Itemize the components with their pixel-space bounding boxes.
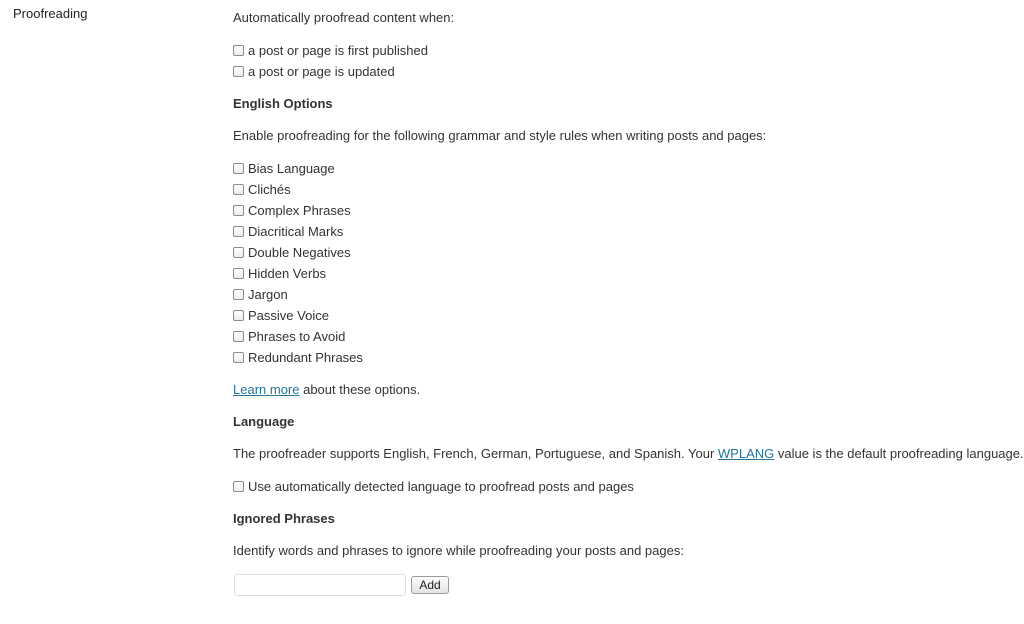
rule-complex-phrases-label: Complex Phrases	[248, 202, 351, 218]
english-options-heading: English Options	[233, 96, 333, 111]
checkbox-bias-language[interactable]	[233, 163, 244, 174]
option-first-published[interactable]	[233, 42, 428, 58]
rule-hidden-verbs-label: Hidden Verbs	[248, 265, 327, 281]
checkbox-redundant-phrases[interactable]	[233, 352, 244, 363]
checkbox-auto-detect-language[interactable]	[233, 481, 244, 492]
language-text-before: The proofreader supports English, French, German, Portuguese, and Spanish. Your	[233, 446, 718, 461]
rule-jargon[interactable]	[233, 286, 288, 302]
rule-cliches-label: Clichés	[248, 181, 291, 197]
learn-more-line	[233, 382, 420, 398]
rule-diacritical-marks-label: Diacritical Marks	[248, 223, 344, 239]
checkbox-updated[interactable]	[233, 66, 244, 77]
section-label-proofreading: Proofreading	[13, 6, 88, 21]
rule-bias-language[interactable]	[233, 160, 335, 176]
rule-passive-voice[interactable]	[233, 307, 329, 323]
checkbox-complex-phrases[interactable]	[233, 205, 244, 216]
checkbox-phrases-to-avoid[interactable]	[233, 331, 244, 342]
rule-double-negatives-label: Double Negatives	[248, 244, 351, 260]
option-first-published-label: a post or page is first published	[248, 42, 428, 58]
learn-more-suffix: about these options.	[299, 382, 421, 397]
language-text-after: value is the default proofreading language.	[774, 446, 1024, 461]
add-phrase-button[interactable]: Add	[411, 576, 449, 594]
rule-phrases-to-avoid[interactable]	[233, 328, 345, 344]
ignored-phrases-heading: Ignored Phrases	[233, 511, 335, 526]
option-auto-detect-language-label: Use automatically detected language to proofread posts and pages	[248, 478, 634, 494]
language-heading: Language	[233, 414, 295, 429]
ignored-phrase-input[interactable]	[234, 574, 406, 596]
learn-more-link[interactable]: Learn more	[233, 382, 300, 397]
option-auto-detect-language[interactable]	[233, 478, 634, 494]
rule-redundant-phrases-label: Redundant Phrases	[248, 349, 363, 365]
auto-proofread-intro: Automatically proofread content when:	[233, 10, 455, 25]
rule-phrases-to-avoid-label: Phrases to Avoid	[248, 328, 346, 344]
ignored-phrases-intro: Identify words and phrases to ignore while proofreading your posts and pages:	[233, 543, 684, 558]
checkbox-hidden-verbs[interactable]	[233, 268, 244, 279]
rule-jargon-label: Jargon	[248, 286, 288, 302]
wplang-link[interactable]: WPLANG	[717, 446, 775, 461]
checkbox-cliches[interactable]	[233, 184, 244, 195]
language-description	[233, 446, 1024, 462]
rule-hidden-verbs[interactable]	[233, 265, 326, 281]
rule-cliches[interactable]	[233, 181, 291, 197]
rule-double-negatives[interactable]	[233, 244, 351, 260]
checkbox-first-published[interactable]	[233, 45, 244, 56]
checkbox-passive-voice[interactable]	[233, 310, 244, 321]
checkbox-double-negatives[interactable]	[233, 247, 244, 258]
rule-redundant-phrases[interactable]	[233, 349, 363, 365]
rule-passive-voice-label: Passive Voice	[248, 307, 329, 323]
rule-bias-language-label: Bias Language	[248, 160, 335, 176]
rule-diacritical-marks[interactable]	[233, 223, 343, 239]
option-updated-label: a post or page is updated	[248, 63, 395, 79]
checkbox-diacritical-marks[interactable]	[233, 226, 244, 237]
english-options-intro: Enable proofreading for the following grammar and style rules when writing posts and pages:	[233, 128, 767, 143]
option-updated[interactable]	[233, 63, 395, 79]
rule-complex-phrases[interactable]	[233, 202, 351, 218]
checkbox-jargon[interactable]	[233, 289, 244, 300]
